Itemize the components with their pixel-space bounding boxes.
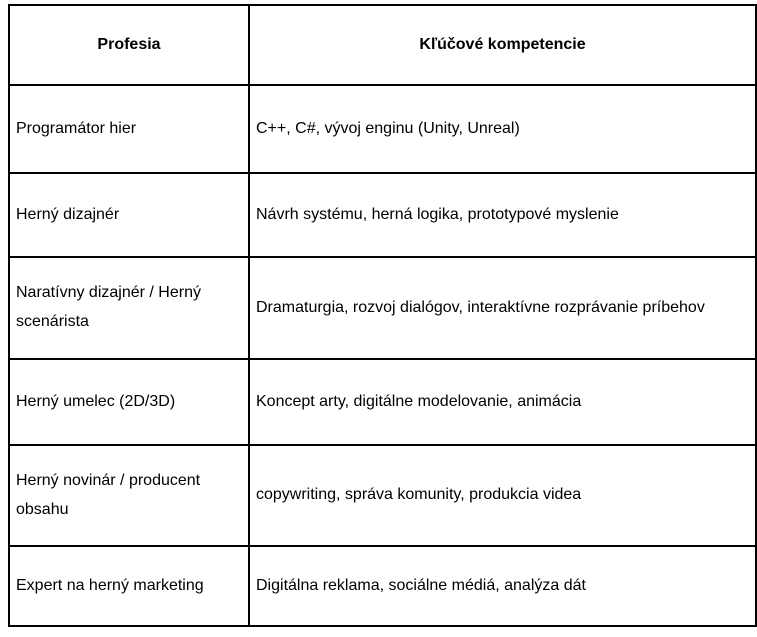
competencies-cell: Dramaturgia, rozvoj dialógov, interaktívne rozprávanie príbehov bbox=[249, 257, 756, 359]
competencies-cell: Koncept arty, digitálne modelovanie, animácia bbox=[249, 359, 756, 445]
table-header-row bbox=[9, 5, 756, 85]
table-row bbox=[9, 445, 756, 546]
column-header-kompetencie: Kľúčové kompetencie bbox=[249, 5, 756, 85]
table-row bbox=[9, 359, 756, 445]
competencies-cell: Návrh systému, herná logika, prototypové myslenie bbox=[249, 173, 756, 257]
table-row bbox=[9, 85, 756, 173]
table-row bbox=[9, 257, 756, 359]
competencies-cell: copywriting, správa komunity, produkcia videa bbox=[249, 445, 756, 546]
profession-cell: Herný dizajnér bbox=[9, 173, 249, 257]
profession-cell: Programátor hier bbox=[9, 85, 249, 173]
professions-table bbox=[8, 4, 757, 627]
profession-cell: Herný novinár / producent obsahu bbox=[9, 445, 249, 546]
table-row bbox=[9, 546, 756, 626]
table-row bbox=[9, 173, 756, 257]
professions-table-container bbox=[8, 4, 757, 627]
profession-cell: Naratívny dizajnér / Herný scenárista bbox=[9, 257, 249, 359]
competencies-cell: Digitálna reklama, sociálne médiá, analýza dát bbox=[249, 546, 756, 626]
competencies-cell: C++, C#, vývoj enginu (Unity, Unreal) bbox=[249, 85, 756, 173]
profession-cell: Herný umelec (2D/3D) bbox=[9, 359, 249, 445]
column-header-profesia: Profesia bbox=[9, 5, 249, 85]
profession-cell: Expert na herný marketing bbox=[9, 546, 249, 626]
